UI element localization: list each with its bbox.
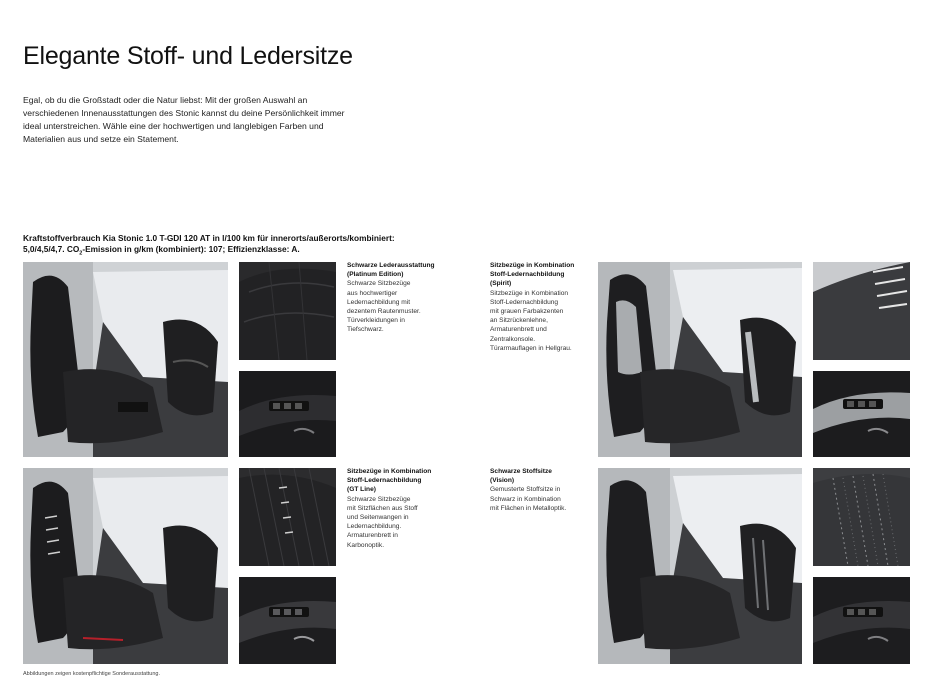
photo-seat-detail-platinum [239, 262, 336, 360]
trim-title-line: Schwarze Lederausstattung [347, 262, 435, 269]
trim-title-line: (GT Line) [347, 486, 376, 494]
trim-caption-vision [490, 467, 595, 513]
fuel-line-1: Kraftstoffverbrauch Kia Stonic 1.0 T-GDI 120 AT in l/100 km für innerorts/außerorts/kombiniert: [23, 233, 395, 243]
fuel-line-2-suffix: -Emission in g/km (kombiniert): 107; Effizienzklasse: A. [82, 243, 300, 254]
trim-body-line: mit Flächen in Metalloptik. [490, 504, 567, 512]
trim-title-gt-line [347, 467, 452, 495]
photo-interior-vision [598, 468, 802, 664]
trim-body-line: Stoff-Ledernachbildung [490, 298, 559, 306]
trim-body-line: Zentralkonsole. [490, 335, 536, 343]
photo-seat-detail-gt-line [239, 468, 336, 566]
trim-body-line: Schwarz in Kombination [490, 495, 561, 503]
trim-title-platinum [347, 261, 452, 279]
fuel-line-2 [23, 244, 443, 259]
trim-body-line: Ledernachbildung. [347, 523, 402, 531]
intro-text: Egal, ob du die Großstadt oder die Natur liebst: Mit der großen Auswahl an verschiedenen Innenausstattungen des Stonic kannst du deine Persönlichkeit immer ideal unterstreichen. Wähle eine der hochwertigen und langlebigen Farben und Materialien aus und setze ein Statement. [23, 95, 345, 144]
trim-title-line: (Spirit) [490, 280, 512, 288]
photo-door-panel-platinum [239, 371, 336, 457]
page-title: Elegante Stoff- und Ledersitze [23, 42, 353, 70]
trim-body-line: Türverkleidungen in [347, 317, 405, 325]
trim-caption-platinum [347, 261, 452, 335]
trim-title-line: (Vision) [490, 477, 515, 485]
photo-seat-detail-spirit [813, 262, 910, 360]
trim-body-line: dezentem Rautenmuster. [347, 308, 421, 316]
trim-title-line: Stoff-Ledernachbildung [347, 477, 422, 485]
photo-door-panel-vision [813, 577, 910, 664]
trim-body-line: mit Sitzflächen aus Stoff [347, 504, 418, 512]
trim-body-line: Türarmauflagen in Hellgrau. [490, 344, 572, 352]
trim-body-line: Armaturenbrett in [347, 532, 398, 540]
trim-body-line: Gemusterte Stoffsitze in [490, 486, 561, 494]
photo-interior-spirit [598, 262, 802, 457]
trim-title-spirit [490, 261, 595, 289]
trim-caption-spirit [490, 261, 595, 353]
trim-body-line: Ledernachbildung mit [347, 298, 411, 306]
trim-title-line: (Platinum Edition) [347, 271, 404, 279]
trim-body-line: und Seitenwangen in [347, 514, 409, 522]
trim-body-line: Karbonoptik. [347, 541, 385, 549]
trim-caption-gt-line [347, 467, 452, 550]
trim-title-line: Stoff-Ledernachbildung [490, 271, 565, 279]
photo-seat-detail-vision [813, 468, 910, 566]
trim-body-line: Tiefschwarz. [347, 326, 384, 334]
trim-body-line: Sitzbezüge in Kombination [490, 289, 569, 297]
fuel-line-2-prefix: 5,0/4,5/4,7. CO [23, 243, 80, 254]
photo-door-panel-gt-line [239, 577, 336, 664]
trim-title-line: Sitzbezüge in Kombination [490, 262, 575, 269]
trim-body-line: Schwarze Sitzbezüge [347, 280, 411, 288]
photo-door-panel-spirit [813, 371, 910, 457]
trim-body-line: Armaturenbrett und [490, 326, 547, 334]
photo-interior-gt-line [23, 468, 228, 664]
footnote: Abbildungen zeigen kostenpflichtige Sonderausstattung. [23, 671, 160, 677]
trim-title-line: Sitzbezüge in Kombination [347, 468, 432, 475]
trim-title-vision [490, 467, 595, 485]
trim-body-line: aus hochwertiger [347, 289, 398, 297]
trim-body-line: an Sitzrückenlehne, [490, 317, 548, 325]
trim-title-line: Schwarze Stoffsitze [490, 468, 552, 475]
photo-interior-platinum [23, 262, 228, 457]
trim-body-line: mit grauen Farbakzenten [490, 308, 564, 316]
fuel-consumption-note [23, 233, 443, 259]
trim-body-line: Schwarze Sitzbezüge [347, 495, 411, 503]
co2-subscript: 2 [79, 250, 83, 257]
